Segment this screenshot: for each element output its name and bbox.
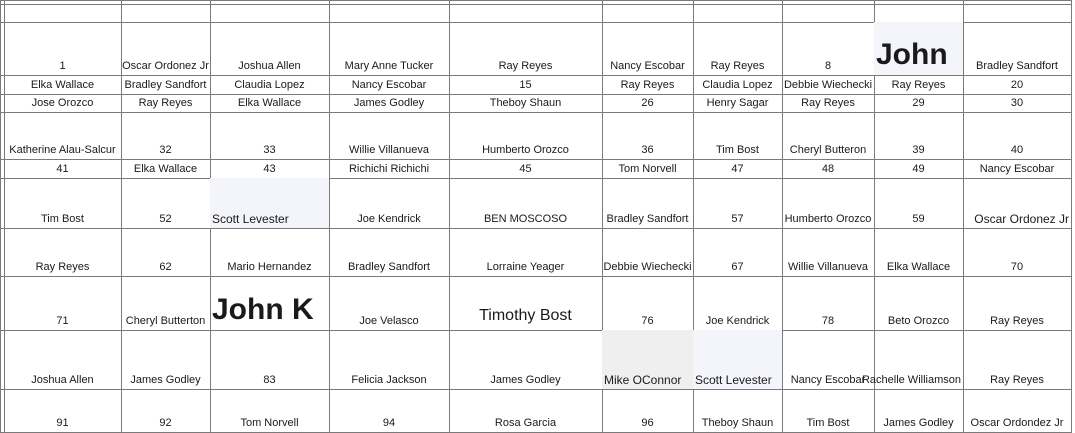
- grid-cell[interactable]: Cheryl Butteron: [782, 112, 875, 160]
- grid-cell[interactable]: Elka Wallace: [210, 94, 330, 113]
- grid-cell[interactable]: Joe Velasco: [329, 276, 450, 331]
- grid-cell[interactable]: Humberto Orozco: [782, 178, 875, 229]
- grid-cell[interactable]: Elka Wallace: [4, 75, 122, 95]
- grid-cell[interactable]: James Godley: [329, 94, 450, 113]
- grid-cell[interactable]: Nancy Escobar: [963, 159, 1072, 179]
- grid-cell[interactable]: Bradley Sandfort: [121, 75, 211, 95]
- grid-cell[interactable]: 47: [693, 159, 783, 179]
- grid-cell[interactable]: 67: [693, 228, 783, 277]
- grid-cell[interactable]: 30: [963, 94, 1072, 113]
- grid-cell[interactable]: 76: [602, 276, 694, 331]
- grid-cell[interactable]: Bradley Sandfort: [602, 178, 694, 229]
- grid-cell[interactable]: Lorraine Yeager: [449, 228, 603, 277]
- grid-cell[interactable]: Jose Orozco: [4, 94, 122, 113]
- grid-cell[interactable]: Elka Wallace: [121, 159, 211, 179]
- grid-cell[interactable]: Tim Bost: [782, 389, 875, 433]
- grid-cell[interactable]: [329, 4, 450, 23]
- grid-cell[interactable]: Mary Anne Tucker: [329, 22, 450, 76]
- grid-cell[interactable]: Theboy Shaun: [449, 94, 603, 113]
- grid-cell[interactable]: Ray Reyes: [874, 75, 964, 95]
- grid-cell[interactable]: 1: [4, 22, 122, 76]
- grid-cell[interactable]: Ray Reyes: [963, 276, 1072, 331]
- grid-cell[interactable]: Bradley Sandfort: [329, 228, 450, 277]
- grid-cell[interactable]: Katherine Alau-Salcur: [4, 112, 122, 160]
- grid-cell[interactable]: Scott Levester: [693, 330, 783, 390]
- grid-cell[interactable]: 49: [874, 159, 964, 179]
- grid-cell[interactable]: 96: [602, 389, 694, 433]
- grid-cell[interactable]: Bradley Sandfort: [963, 22, 1072, 76]
- grid-cell[interactable]: Timothy Bost: [449, 276, 603, 331]
- grid-cell[interactable]: Ray Reyes: [693, 22, 783, 76]
- grid-cell[interactable]: Rachelle Williamson: [874, 330, 964, 390]
- grid-cell[interactable]: Nancy Escobar: [602, 22, 694, 76]
- grid-cell[interactable]: Nancy Escobar: [782, 330, 875, 390]
- grid-cell[interactable]: 8: [782, 22, 875, 76]
- grid-cell[interactable]: Theboy Shaun: [693, 389, 783, 433]
- grid-cell[interactable]: 48: [782, 159, 875, 179]
- grid-cell[interactable]: James Godley: [449, 330, 603, 390]
- grid-cell[interactable]: 26: [602, 94, 694, 113]
- grid-cell[interactable]: Richichi Richichi: [329, 159, 450, 179]
- grid-cell[interactable]: Tom Norvell: [602, 159, 694, 179]
- grid-cell[interactable]: Beto Orozco: [874, 276, 964, 331]
- grid-cell[interactable]: [782, 4, 875, 23]
- grid-cell[interactable]: Joshua Allen: [4, 330, 122, 390]
- grid-cell[interactable]: Elka Wallace: [874, 228, 964, 277]
- grid-cell[interactable]: 83: [210, 330, 330, 390]
- grid-cell[interactable]: [693, 4, 783, 23]
- grid-cell[interactable]: 15: [449, 75, 603, 95]
- grid-cell[interactable]: 29: [874, 94, 964, 113]
- grid-cell[interactable]: John K: [210, 276, 330, 331]
- grid-cell[interactable]: Oscar Ordonez Jr: [963, 178, 1072, 229]
- grid-cell[interactable]: [210, 4, 330, 23]
- grid-cell[interactable]: [874, 4, 964, 23]
- grid-cell[interactable]: 43: [210, 159, 330, 179]
- grid-cell[interactable]: Rosa Garcia: [449, 389, 603, 433]
- grid-cell[interactable]: Mike OConnor: [602, 330, 694, 390]
- grid-cell[interactable]: Henry Sagar: [693, 94, 783, 113]
- grid-cell[interactable]: Willie Villanueva: [329, 112, 450, 160]
- grid-cell[interactable]: Cheryl Butterton: [121, 276, 211, 331]
- grid-cell[interactable]: [449, 4, 603, 23]
- grid-cell[interactable]: 71: [4, 276, 122, 331]
- grid-cell[interactable]: Claudia Lopez: [693, 75, 783, 95]
- grid-cell[interactable]: Oscar Ordonez Jr: [121, 22, 211, 76]
- grid-cell[interactable]: Tim Bost: [693, 112, 783, 160]
- grid-cell[interactable]: 33: [210, 112, 330, 160]
- grid-cell[interactable]: 92: [121, 389, 211, 433]
- grid-cell[interactable]: Ray Reyes: [963, 330, 1072, 390]
- grid-cell[interactable]: 41: [4, 159, 122, 179]
- grid-cell[interactable]: Felicia Jackson: [329, 330, 450, 390]
- grid-cell[interactable]: Ray Reyes: [4, 228, 122, 277]
- grid-cell[interactable]: 94: [329, 389, 450, 433]
- grid-cell[interactable]: Debbie Wiechecki: [602, 228, 694, 277]
- grid-cell[interactable]: James Godley: [874, 389, 964, 433]
- grid-cell[interactable]: Willie Villanueva: [782, 228, 875, 277]
- grid-cell[interactable]: Debbie Wiechecki: [782, 75, 875, 95]
- grid-cell[interactable]: [121, 4, 211, 23]
- grid-cell[interactable]: Claudia Lopez: [210, 75, 330, 95]
- grid-cell[interactable]: 59: [874, 178, 964, 229]
- grid-cell[interactable]: Nancy Escobar: [329, 75, 450, 95]
- grid-cell[interactable]: 91: [4, 389, 122, 433]
- grid-cell[interactable]: Ray Reyes: [449, 22, 603, 76]
- grid-cell[interactable]: Ray Reyes: [121, 94, 211, 113]
- grid-cell[interactable]: 70: [963, 228, 1072, 277]
- grid-cell[interactable]: Oscar Ordondez Jr: [963, 389, 1072, 433]
- grid-cell[interactable]: Ray Reyes: [602, 75, 694, 95]
- grid-cell[interactable]: 62: [121, 228, 211, 277]
- grid-cell[interactable]: BEN MOSCOSO: [449, 178, 603, 229]
- grid-cell[interactable]: Mario Hernandez: [210, 228, 330, 277]
- grid-cell[interactable]: Tim Bost: [4, 178, 122, 229]
- grid-cell[interactable]: Joe Kendrick: [693, 276, 783, 331]
- grid-cell[interactable]: Humberto Orozco: [449, 112, 603, 160]
- grid-cell[interactable]: Joshua Allen: [210, 22, 330, 76]
- grid-cell[interactable]: 57: [693, 178, 783, 229]
- grid-cell[interactable]: 78: [782, 276, 875, 331]
- grid-cell[interactable]: Joe Kendrick: [329, 178, 450, 229]
- grid-cell[interactable]: 39: [874, 112, 964, 160]
- grid-cell[interactable]: 36: [602, 112, 694, 160]
- grid-cell[interactable]: 40: [963, 112, 1072, 160]
- grid-cell[interactable]: [602, 4, 694, 23]
- grid-cell[interactable]: 32: [121, 112, 211, 160]
- grid-cell[interactable]: 52: [121, 178, 211, 229]
- grid-cell[interactable]: 45: [449, 159, 603, 179]
- grid-cell[interactable]: James Godley: [121, 330, 211, 390]
- grid-cell[interactable]: Scott Levester: [210, 178, 330, 229]
- grid-cell[interactable]: [963, 4, 1072, 23]
- grid-cell[interactable]: [4, 4, 122, 23]
- grid-cell[interactable]: 20: [963, 75, 1072, 95]
- grid-cell[interactable]: John: [874, 22, 964, 76]
- grid-cell[interactable]: Tom Norvell: [210, 389, 330, 433]
- grid-cell[interactable]: Ray Reyes: [782, 94, 875, 113]
